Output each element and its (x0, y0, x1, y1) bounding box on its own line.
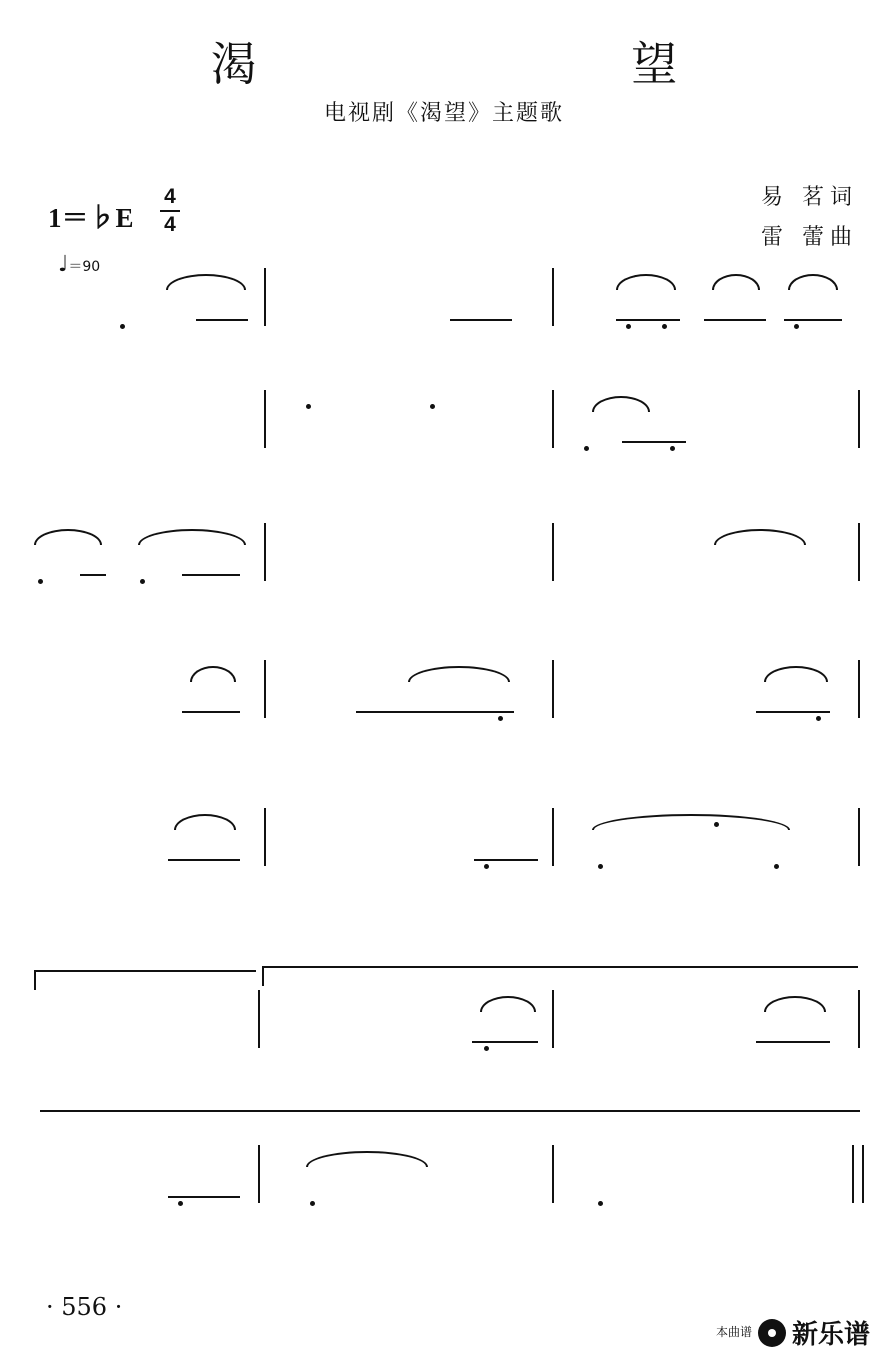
song-title: 渴 望 (210, 37, 858, 91)
barline (552, 390, 554, 448)
barline (552, 808, 554, 866)
beam-underline (182, 711, 240, 713)
system-line (40, 1110, 860, 1112)
high-octave-dot (306, 404, 311, 409)
low-octave-dot (598, 1201, 603, 1206)
high-octave-dot (714, 822, 719, 827)
barline (264, 390, 266, 448)
low-octave-dot (310, 1201, 315, 1206)
barline (552, 268, 554, 326)
barline (552, 660, 554, 718)
time-signature-top: 4 (164, 185, 176, 208)
slur (190, 666, 236, 682)
low-octave-dot (584, 446, 589, 451)
volta-line (34, 970, 256, 972)
barline (258, 990, 260, 1048)
time-signature-bottom: 4 (164, 213, 176, 236)
slur (34, 529, 102, 545)
barline (264, 268, 266, 326)
volta-line (262, 966, 858, 968)
key-signature: 1＝♭E (48, 203, 134, 233)
low-octave-dot (774, 864, 779, 869)
barline (858, 660, 860, 718)
beam-underline (622, 441, 686, 443)
barline (862, 1145, 864, 1203)
quarter-note-icon: ♩ (58, 252, 69, 277)
beam-underline (356, 711, 514, 713)
low-octave-dot (38, 579, 43, 584)
slur (764, 996, 826, 1012)
low-octave-dot (598, 864, 603, 869)
slur (616, 274, 676, 290)
barline (552, 990, 554, 1048)
watermark-prefix: 本曲谱 (716, 1325, 753, 1339)
low-octave-dot (670, 446, 675, 451)
watermark-brand: 新乐谱 (792, 1320, 871, 1350)
beam-underline (616, 319, 680, 321)
beam-underline (168, 859, 240, 861)
page-number: · 556 · (46, 1293, 123, 1321)
time-signature (160, 185, 180, 237)
low-octave-dot (140, 579, 145, 584)
low-octave-dot (816, 716, 821, 721)
beam-underline (756, 711, 830, 713)
barline (264, 523, 266, 581)
time-signature-bar (160, 210, 180, 212)
beam-underline (784, 319, 842, 321)
volta-edge (34, 970, 36, 990)
disc-icon (758, 1319, 786, 1347)
barline (264, 808, 266, 866)
barline (552, 1145, 554, 1203)
barline (552, 523, 554, 581)
low-octave-dot (484, 1046, 489, 1051)
beam-underline (756, 1041, 830, 1043)
slur (174, 814, 236, 830)
slur (138, 529, 246, 545)
barline (858, 523, 860, 581)
beam-underline (168, 1196, 240, 1198)
barline (264, 660, 266, 718)
song-subtitle: 电视剧《渴望》主题歌 (323, 101, 564, 126)
tempo-value: ＝90 (68, 259, 101, 275)
beam-underline (450, 319, 512, 321)
slur (764, 666, 828, 682)
barline (858, 808, 860, 866)
low-octave-dot (794, 324, 799, 329)
barline (858, 990, 860, 1048)
composer-credit: 雷 蕾曲 (761, 225, 858, 250)
slur (592, 396, 650, 412)
beam-underline (182, 574, 240, 576)
barline (852, 1145, 854, 1203)
slur (712, 274, 760, 290)
beam-underline (474, 859, 538, 861)
slur (408, 666, 510, 682)
slur (306, 1151, 428, 1167)
tempo-marking (58, 252, 100, 277)
barline (858, 390, 860, 448)
beam-underline (472, 1041, 538, 1043)
slur (166, 274, 246, 290)
high-octave-dot (430, 404, 435, 409)
lyricist-credit: 易 茗词 (761, 185, 858, 210)
volta-edge (262, 966, 264, 986)
slur (788, 274, 838, 290)
beam-underline (196, 319, 248, 321)
low-octave-dot (120, 324, 125, 329)
low-octave-dot (484, 864, 489, 869)
low-octave-dot (662, 324, 667, 329)
barline (258, 1145, 260, 1203)
low-octave-dot (626, 324, 631, 329)
low-octave-dot (178, 1201, 183, 1206)
beam-underline (704, 319, 766, 321)
slur (714, 529, 806, 545)
beam-underline (80, 574, 106, 576)
low-octave-dot (498, 716, 503, 721)
watermark-logo (716, 1314, 870, 1351)
slur (480, 996, 536, 1012)
slur (592, 814, 790, 830)
